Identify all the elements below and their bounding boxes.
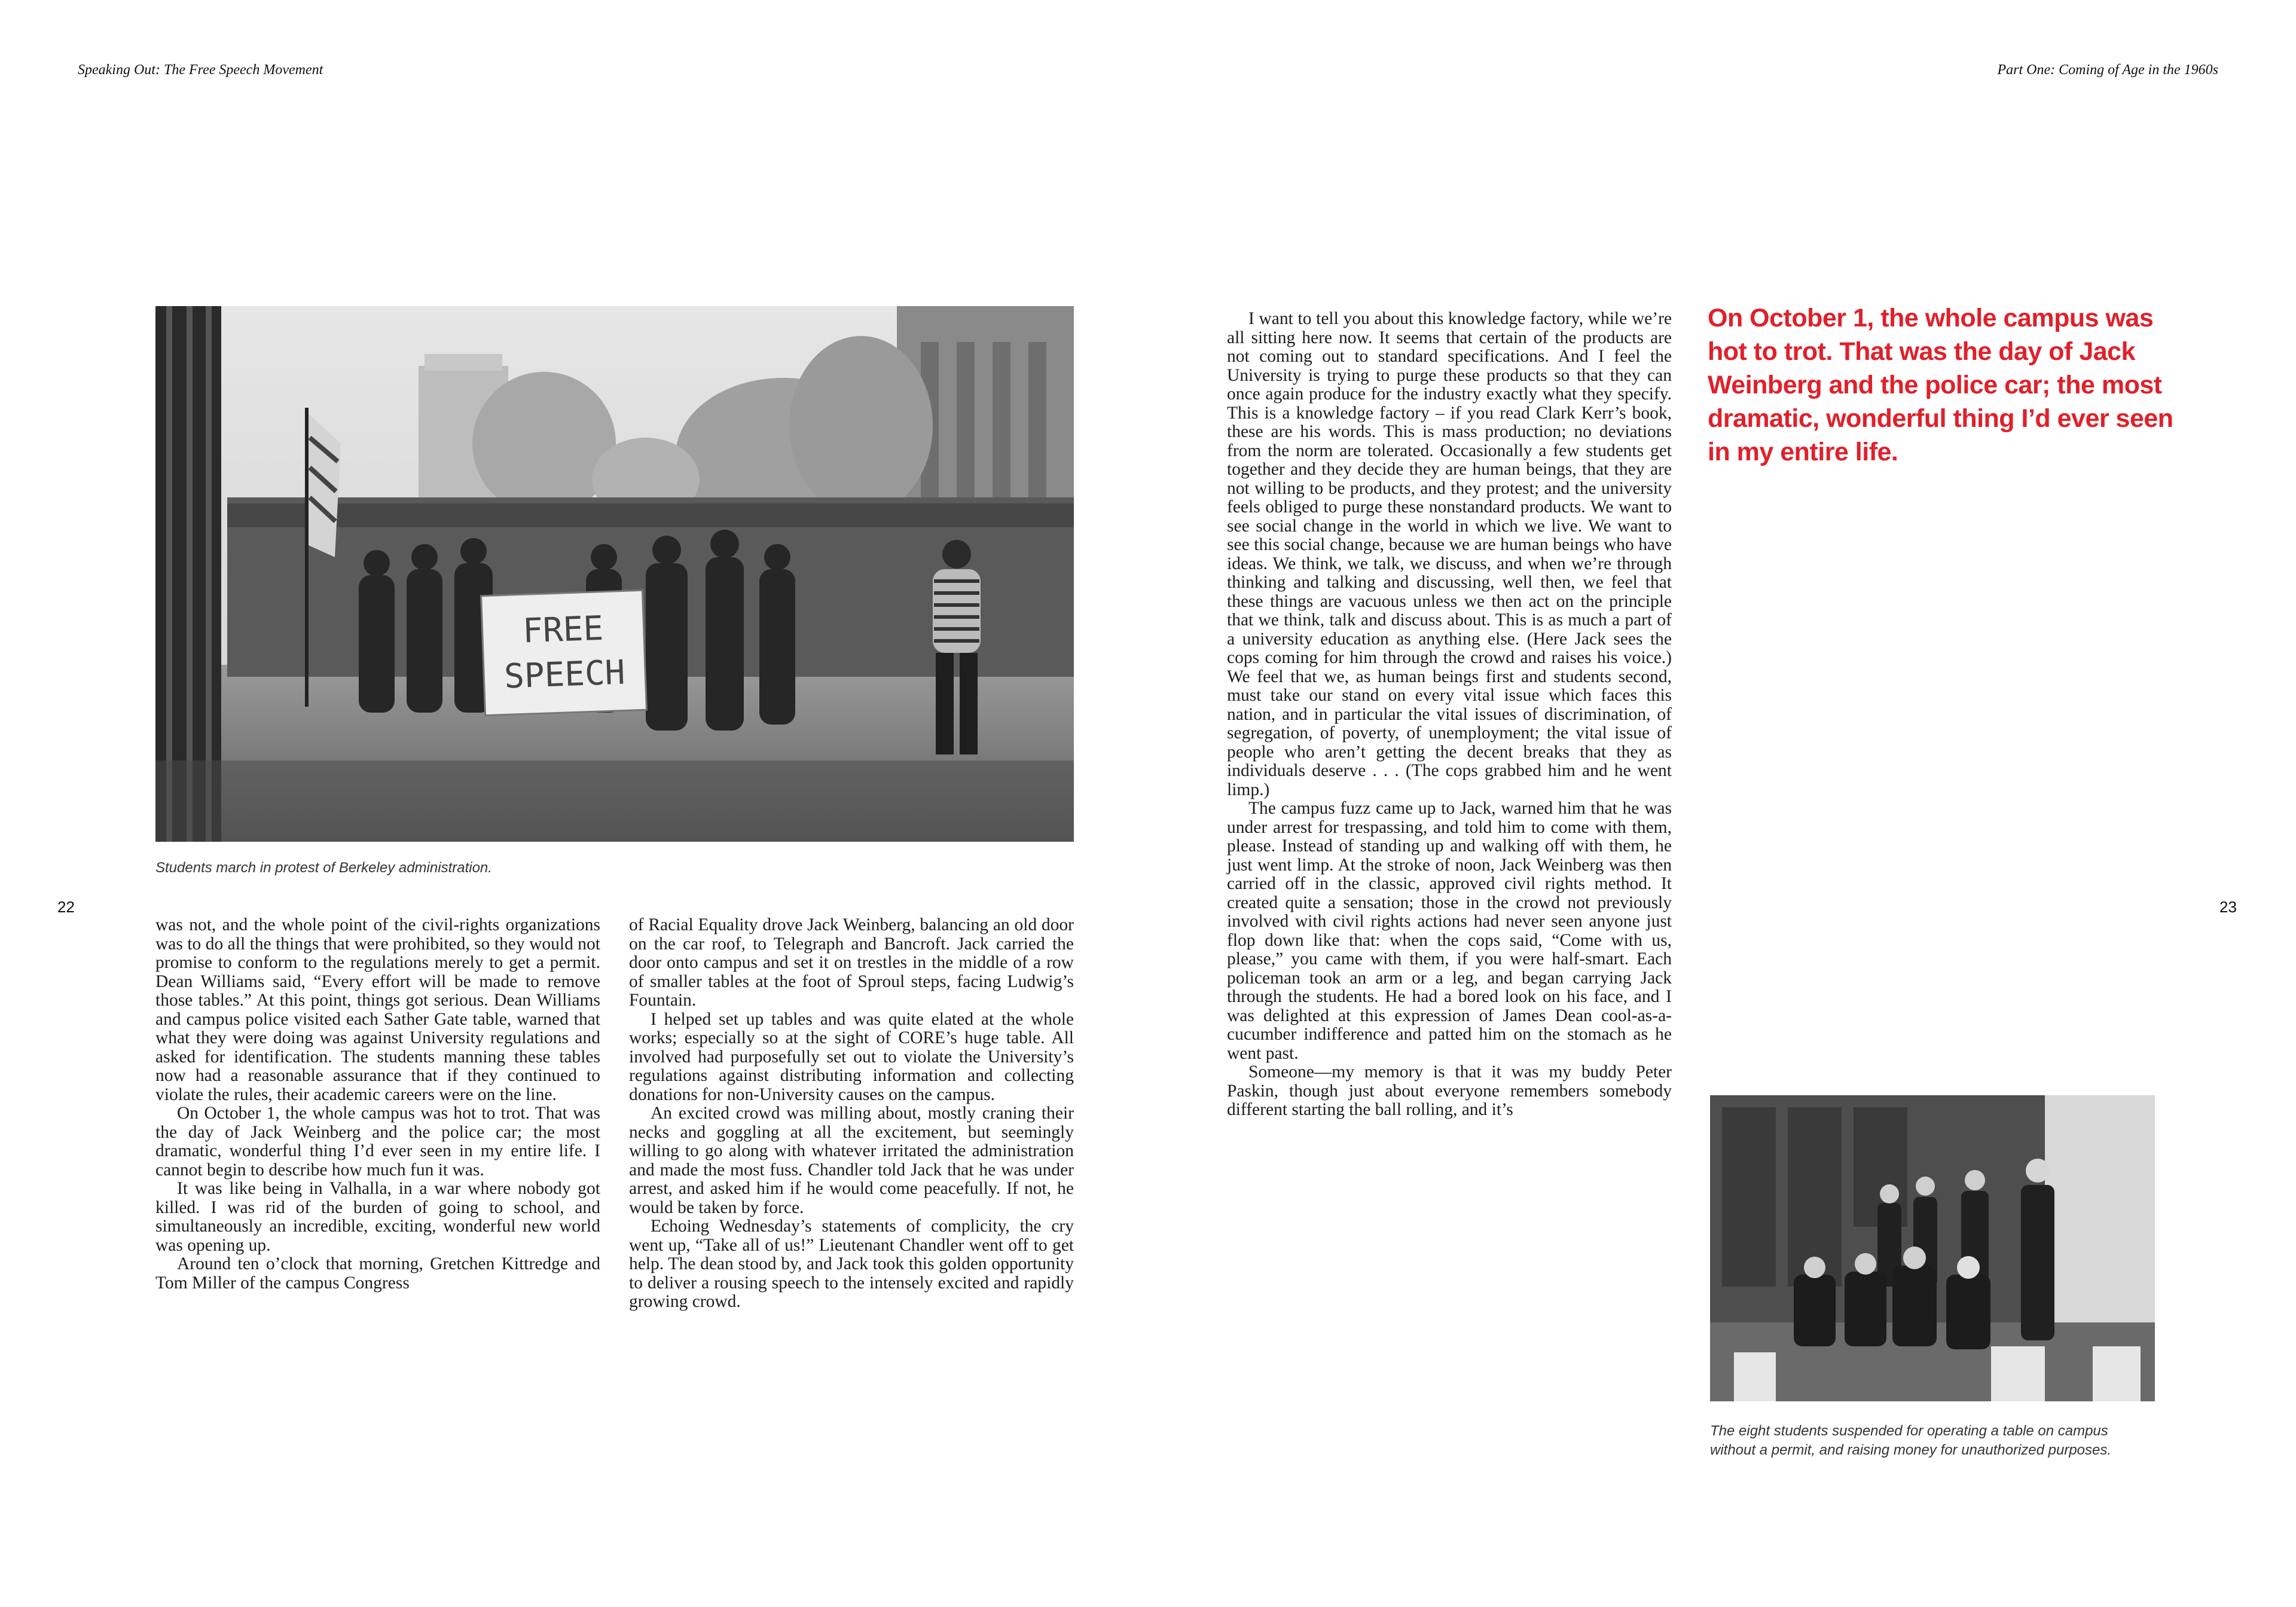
photo-caption-right <box>1710 1422 2164 1460</box>
caption-line: The eight students suspended for operating a table on campus <box>1710 1423 2108 1439</box>
text-column-left-1 <box>155 916 600 1293</box>
banner-line-free: FREE <box>522 609 604 651</box>
paragraph: was not, and the whole point of the civil-rights organizations was to do all the things that were prohibited, so they would not promise to conform to the regulations merely to get a permit. Dean Williams said, “Every effort will be made to remove those tables.” At this point, things got serious. Dean Williams and campus police visited each Sather Gate table, warned that what they were doing was against University regulations and asked for identification. The students manning these tables now had a reasonable assurance that if they continued to violate the rules, their academic careers were on the line. <box>155 915 600 1104</box>
paragraph: Around ten o’clock that morning, Gretchen Kittredge and Tom Miller of the campus Congress <box>155 1254 600 1293</box>
paragraph: Someone—my memory is that it was my buddy Peter Paskin, though just about everyone remembers somebody different starting the ball rolling, and it’s <box>1227 1062 1672 1119</box>
page-number-right: 23 <box>2219 898 2237 916</box>
suspended-students-photo <box>1710 1095 2155 1401</box>
paragraph: of Racial Equality drove Jack Weinberg, balancing an old door on the car roof, to Telegraph and Bancroft. Jack carried the door onto campus and set it on trestles in the middle of a row of smaller tables at the foot of Sproul steps, facing Ludwig’s Fountain. <box>629 915 1074 1010</box>
paragraph: Echoing Wednesday’s statements of complicity, the cry went up, “Take all of us!” Lieutenant Chandler went off to get help. The dean stood by, and Jack took this golden opportunity to deliver a rousing speech to the intensely excited and rapidly growing crowd. <box>629 1217 1074 1311</box>
running-head-right: Part One: Coming of Age in the 1960s <box>1997 62 2218 78</box>
paragraph: It was like being in Valhalla, in a war where nobody got killed. I was rid of the burden of going to school, and simultaneously an incredible, exciting, wonderful new world was opening up. <box>155 1179 600 1255</box>
paragraph: I helped set up tables and was quite elated at the whole works; especially so at the sight of CORE’s huge table. All involved had purposefully set out to violate the University’s regulations against distributing information and collecting donations for non-University causes on the campus. <box>629 1009 1074 1104</box>
paragraph: On October 1, the whole campus was hot to trot. That was the day of Jack Weinberg and the police car; the most dramatic, wonderful thing I’d ever seen in my entire life. I cannot begin to describe how much fun it was. <box>155 1104 600 1180</box>
caption-line: without a permit, and raising money for unauthorized purposes. <box>1710 1442 2112 1458</box>
page-number-left: 22 <box>57 898 75 916</box>
paragraph: The campus fuzz came up to Jack, warned him that he was under arrest for trespassing, and told him to come with them, please. Instead of standing up and walking off with them, he just went limp. At the stroke of noon, Jack Weinberg was then carried off in the classic, approved civil rights method. It created quite a sensation; those in the crowd not previously involved with civil rights actions had never seen anyone just flop down like that: when the cops said, “Come with us, please,” you came with them, if you were half-smart. Each policeman took an arm or a leg, and began carrying Jack through the students. He had a bored look on his face, and I was delighted at this expression of James Dean cool-as-a-cucumber indifference and patted him on the stomach as he went past. <box>1227 799 1672 1063</box>
protest-march-photo <box>155 306 1074 842</box>
photo-caption-left: Students march in protest of Berkeley administration. <box>155 860 492 876</box>
pull-quote: On October 1, the whole campus was hot to trot. That was the day of Jack Weinberg and the police car; the most dramatic, wonderful thing I’d ever seen in my entire life. <box>1708 304 2173 466</box>
paragraph: An excited crowd was milling about, mostly craning their necks and goggling at all the excitement, but seemingly willing to go along with whatever irritated the administration and made the most fuss. Chandler told Jack that he was under arrest, and asked him if he would come peacefully. If not, he would be taken by force. <box>629 1104 1074 1217</box>
running-head-left: Speaking Out: The Free Speech Movement <box>78 62 323 78</box>
paragraph: I want to tell you about this knowledge factory, while we’re all sitting here now. It seems that certain of the products are not coming out to standard specifications. And I feel the University is trying to purge these products so that they can once again produce for the industry exactly what they specify. This is a knowledge factory – if you read Clark Kerr’s book, these are his words. This is mass production; no deviations from the norm are tolerated. Occasionally a few students get together and they decide they are human beings, that they are not willing to be products, and they protest; and the university feels obliged to purge these nonstandard products. We want to see social change in the world in which we live. We want to see this social change, because we are human beings who have ideas. We think, we talk, we discuss, and when we’re through thinking and talking and discussing, well then, we feel that these things are vacuous unless we then act on the principle that we think, talk and discuss about. This is as much a part of a university education as anything else. (Here Jack sees the cops coming for him through the crowd and raises his voice.) We feel that we, as human beings first and students second, must take our stand on every vital issue which faces this nation, and in particular the vital issues of discrimination, of segregation, of poverty, of unemployment; the vital issue of people who aren’t getting the decent breaks that they as individuals deserve . . . (The cops grabbed him and he went limp.) <box>1227 309 1672 799</box>
text-column-right-1 <box>1227 310 1672 1120</box>
banner-line-speech: SPEECH <box>503 653 626 696</box>
text-column-left-2 <box>629 916 1074 1312</box>
